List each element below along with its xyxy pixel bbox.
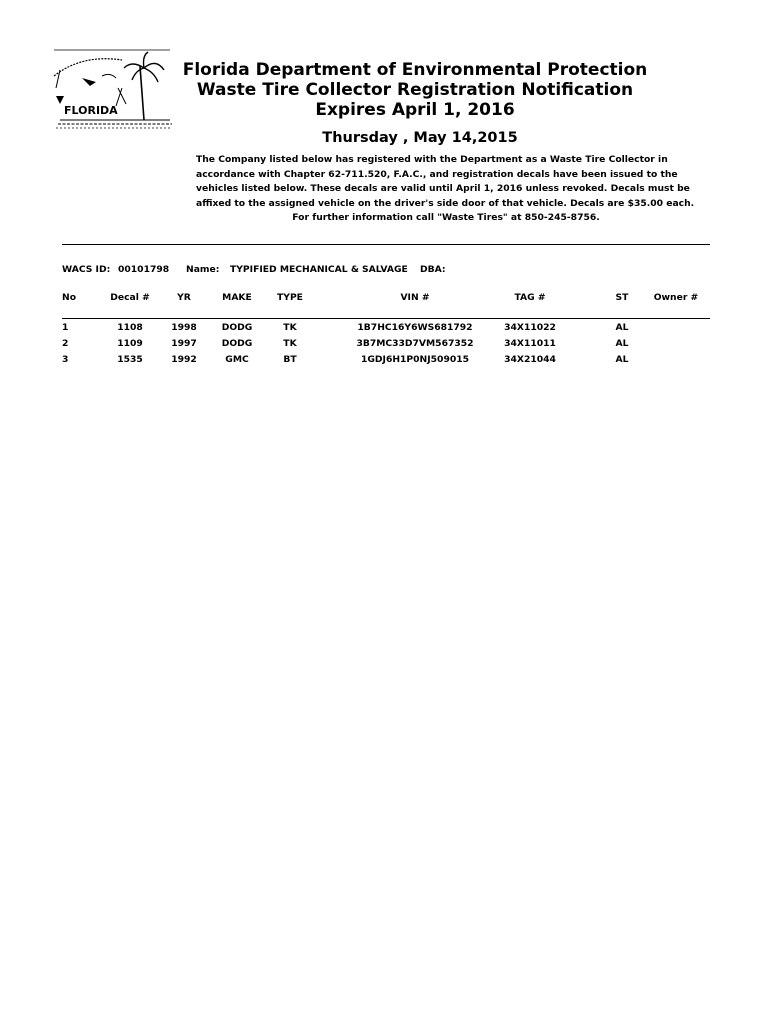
cell-vin: 3B7MC33D7VM567352 [356, 338, 474, 349]
col-header-yr: YR [177, 292, 191, 303]
notification-title: Waste Tire Collector Registration Notification [196, 80, 634, 100]
department-title: Florida Department of Environmental Protection [182, 60, 648, 80]
notice-paragraph [196, 153, 696, 226]
wacs-id-label: WACS ID: [62, 264, 111, 275]
col-header-tag: TAG # [514, 292, 546, 303]
cell-make: GMC [225, 354, 249, 365]
cell-vin: 1GDJ6H1P0NJ509015 [360, 354, 470, 365]
cell-vin: 1B7HC16Y6WS681792 [357, 322, 473, 333]
cell-st: AL [615, 322, 629, 333]
col-header-make: MAKE [222, 292, 252, 303]
company-name-label: Name: [186, 264, 220, 275]
cell-tag: 34X11011 [504, 338, 556, 349]
cell-tag: 34X11022 [504, 322, 556, 333]
notice-line: vehicles listed below. These decals are valid until April 1, 2016 unless revoked. Decals must be [196, 183, 690, 195]
col-header-st: ST [615, 292, 629, 303]
notice-line: affixed to the assigned vehicle on the driver's side door of that vehicle. Decals are $35.00 each. [196, 197, 695, 209]
cell-yr: 1992 [171, 354, 197, 365]
col-header-no: No [62, 292, 77, 303]
cell-type: TK [283, 338, 297, 349]
cell-tag: 34X21044 [504, 354, 556, 365]
cell-decal: 1108 [117, 322, 143, 333]
cell-make: DODG [221, 322, 253, 333]
florida-dep-seal [52, 48, 174, 130]
cell-type: TK [283, 322, 297, 333]
notice-line: The Company listed below has registered with the Department as a Waste Tire Collector in [196, 154, 668, 165]
cell-no: 3 [62, 354, 69, 365]
cell-st: AL [615, 338, 629, 349]
seal-text: FLORIDA [64, 104, 118, 117]
company-name-value: TYPIFIED MECHANICAL & SALVAGE [230, 264, 408, 275]
cell-no: 1 [62, 322, 69, 333]
col-header-type: TYPE [277, 292, 303, 303]
seal-graphic [52, 48, 174, 130]
divider [62, 244, 710, 245]
cell-make: DODG [221, 338, 253, 349]
cell-yr: 1998 [171, 322, 197, 333]
dba-label: DBA: [420, 264, 446, 275]
cell-no: 2 [62, 338, 69, 349]
cell-st: AL [615, 354, 629, 365]
cell-decal: 1109 [117, 338, 143, 349]
notice-line: accordance with Chapter 62-711.520, F.A.C., and registration decals have been issued to the [196, 168, 678, 180]
issue-date: Thursday , May 14,2015 [322, 130, 518, 146]
expiry-title: Expires April 1, 2016 [315, 100, 515, 120]
col-header-vin: VIN # [400, 292, 430, 303]
contact-line: For further information call "Waste Tires" at 850-245-8756. [292, 212, 600, 224]
cell-decal: 1535 [117, 354, 143, 365]
col-header-decal: Decal # [110, 292, 150, 303]
col-header-owner: Owner # [653, 292, 699, 303]
cell-yr: 1997 [171, 338, 197, 349]
table-header-divider [62, 318, 710, 319]
wacs-id-value: 00101798 [118, 264, 170, 275]
cell-type: BT [283, 354, 297, 365]
